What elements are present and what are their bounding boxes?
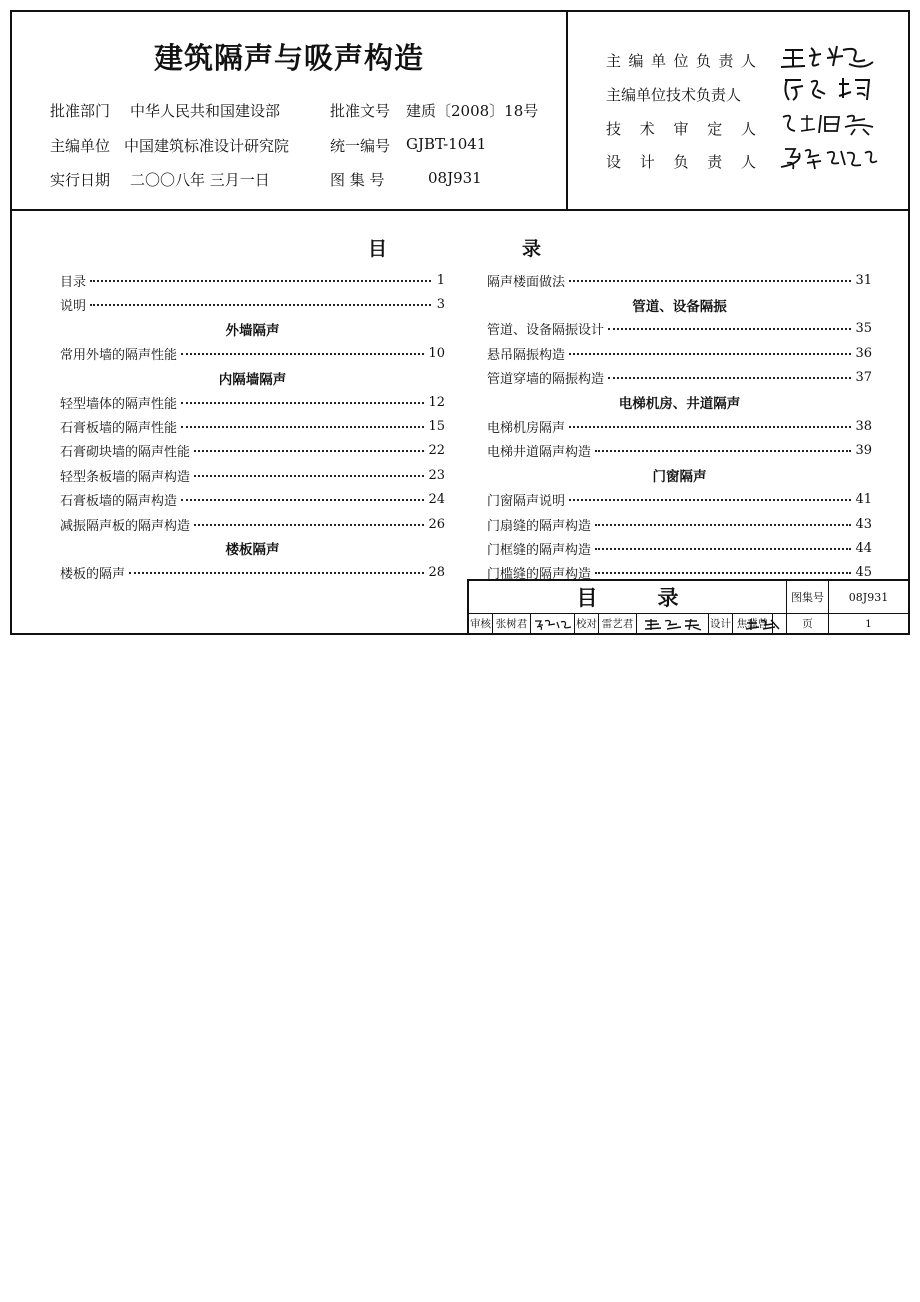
toc-title-right: 录 — [522, 238, 542, 260]
toc-entry-label: 门扇缝的隔声构造 — [487, 518, 592, 534]
info-label: 主编单位 — [50, 137, 111, 155]
info-label: 批准文号 — [330, 102, 391, 120]
toc-entry-page: 44 — [855, 540, 872, 556]
drawing-sheet — [10, 10, 910, 635]
toc-entry[interactable] — [60, 463, 445, 487]
toc-entry[interactable] — [487, 536, 872, 560]
toc-entry-page: 35 — [855, 321, 872, 337]
review-label: 审核 — [469, 614, 493, 633]
info-value: GJBT-1041 — [406, 135, 487, 153]
toc-dot-leader — [595, 449, 851, 452]
toc-entry-label: 管道、设备隔振设计 — [487, 323, 605, 339]
toc-entry-label: 门窗隔声说明 — [487, 494, 566, 510]
signature-image — [773, 42, 883, 72]
title-block-title — [469, 581, 787, 614]
toc-entry[interactable] — [487, 439, 872, 463]
review-name: 张树君 — [493, 614, 531, 633]
toc-entry-page: 41 — [855, 492, 872, 508]
toc-entry[interactable] — [60, 292, 445, 316]
page-label: 页 — [787, 614, 829, 633]
toc-entry-page: 15 — [428, 419, 445, 435]
check-label: 校对 — [575, 614, 599, 633]
info-value: 中华人民共和国建设部 — [130, 102, 281, 120]
toc-section-heading: 管道、设备隔振 — [632, 298, 727, 315]
title-block-title-right: 录 — [657, 586, 679, 610]
toc-dot-leader — [595, 571, 851, 574]
signature-image — [773, 74, 883, 104]
check-signature — [637, 614, 709, 633]
toc-section-heading: 门窗隔声 — [652, 469, 707, 486]
toc-entry-label: 管道穿墙的隔振构造 — [487, 372, 605, 388]
toc-entry-page: 28 — [428, 565, 445, 581]
toc-entry-label: 石膏砌块墙的隔声性能 — [60, 445, 191, 461]
toc-entry[interactable] — [487, 488, 872, 512]
responsible-role: 主编单位技术负责人 — [606, 86, 742, 104]
toc-entry-page: 31 — [855, 272, 872, 288]
responsible-role: 设计负责人 — [606, 153, 756, 171]
toc-entry-page: 10 — [428, 345, 445, 361]
toc-entry[interactable] — [60, 512, 445, 536]
toc-entry-page: 23 — [428, 467, 445, 483]
toc-section-heading: 内隔墙隔声 — [218, 371, 287, 388]
toc-dot-leader — [129, 571, 424, 574]
toc-entry-label: 减振隔声板的隔声构造 — [60, 518, 191, 534]
signature-image — [743, 617, 783, 631]
check-name: 雷艺君 — [599, 614, 637, 633]
toc-entry-label: 石膏板墙的隔声性能 — [60, 421, 178, 437]
toc-entry-label: 轻型墙体的隔声性能 — [60, 396, 178, 412]
toc-dot-leader — [569, 352, 851, 355]
toc-title-left: 目 — [368, 238, 388, 260]
toc-entry[interactable] — [60, 390, 445, 414]
design-label: 设计 — [709, 614, 733, 633]
toc-entry[interactable] — [487, 317, 872, 341]
responsible-role: 主编单位负责人 — [606, 52, 756, 70]
toc-entry[interactable] — [487, 366, 872, 390]
toc-entry-page: 38 — [855, 419, 872, 435]
signature-image — [533, 617, 573, 631]
toc-entry-page: 22 — [428, 443, 445, 459]
design-name: 焦冀曾 — [733, 614, 773, 633]
toc-entry-label: 说明 — [60, 299, 87, 315]
title-block — [467, 579, 908, 633]
info-label: 实行日期 — [50, 171, 111, 189]
toc-dot-leader — [181, 425, 424, 428]
toc-entry-label: 石膏板墙的隔声构造 — [60, 494, 178, 510]
toc-dot-leader — [194, 523, 424, 526]
toc-entry-label: 楼板的隔声 — [60, 567, 126, 583]
toc-entry-page: 3 — [436, 297, 445, 313]
toc-entry[interactable] — [60, 414, 445, 438]
toc-entry-page: 24 — [428, 492, 445, 508]
responsible-role: 技术审定人 — [606, 120, 756, 138]
toc-entry-page: 1 — [436, 272, 445, 288]
page-title: 建筑隔声与吸声构造 — [153, 41, 424, 75]
toc-right-column — [487, 268, 872, 585]
info-value: 中国建筑标准设计研究院 — [124, 137, 290, 155]
toc-entry-page: 36 — [855, 345, 872, 361]
toc-section-heading: 电梯机房、井道隔声 — [618, 396, 741, 413]
toc-entry-label: 门框缝的隔声构造 — [487, 542, 592, 558]
toc-entry-page: 37 — [855, 370, 872, 386]
toc-dot-leader — [569, 498, 851, 501]
header-info-panel — [12, 12, 566, 209]
page-value: 1 — [865, 617, 872, 630]
toc-left-column — [60, 268, 445, 585]
toc-entry[interactable] — [487, 512, 872, 536]
responsibility-panel — [566, 12, 910, 209]
toc-section-heading: 楼板隔声 — [225, 542, 280, 559]
toc-entry-label: 常用外墙的隔声性能 — [60, 347, 178, 363]
toc-entry-label: 目录 — [60, 274, 87, 290]
toc-section-heading: 外墙隔声 — [225, 322, 280, 339]
toc-entry-label: 悬吊隔振构造 — [487, 347, 566, 363]
toc-entry[interactable] — [487, 414, 872, 438]
toc-entry-page: 39 — [855, 443, 872, 459]
toc-entry-page: 26 — [428, 516, 445, 532]
toc-dot-leader — [90, 303, 431, 306]
toc-dot-leader — [181, 352, 424, 355]
toc-entry[interactable] — [487, 268, 872, 292]
info-label: 统一编号 — [330, 137, 391, 155]
toc-entry[interactable] — [60, 561, 445, 585]
info-label: 图 集 号 — [330, 171, 385, 189]
atlas-number-value: 08J931 — [829, 581, 908, 614]
title-block-signoff-row — [469, 614, 908, 633]
toc-dot-leader — [194, 449, 424, 452]
signature-image — [773, 143, 883, 173]
toc-entry-label: 轻型条板墙的隔声构造 — [60, 469, 191, 485]
toc-dot-leader — [194, 474, 424, 477]
design-signature — [739, 614, 787, 633]
toc-entry-page: 43 — [855, 516, 872, 532]
toc-dot-leader — [569, 279, 851, 282]
info-value: 二〇〇八年 三月一日 — [130, 171, 270, 189]
toc-entry-page: 45 — [855, 565, 872, 581]
toc-entry-label: 电梯井道隔声构造 — [487, 445, 592, 461]
toc-entry[interactable] — [487, 341, 872, 365]
toc-entry[interactable] — [60, 488, 445, 512]
toc-dot-leader — [595, 547, 851, 550]
sheet-header — [12, 12, 908, 211]
toc-entry[interactable] — [60, 439, 445, 463]
toc-dot-leader — [181, 401, 424, 404]
info-value: 建质〔2008〕18号 — [406, 102, 539, 120]
review-signature — [531, 614, 575, 633]
toc-entry-label: 电梯机房隔声 — [487, 421, 566, 437]
signature-image — [641, 617, 705, 631]
toc-entry[interactable] — [60, 268, 445, 292]
toc-dot-leader — [608, 376, 851, 379]
toc-dot-leader — [569, 425, 851, 428]
toc-entry-label: 隔声楼面做法 — [487, 274, 566, 290]
info-label: 批准部门 — [50, 102, 111, 120]
toc-entry[interactable] — [60, 341, 445, 365]
toc-dot-leader — [595, 523, 851, 526]
toc-entry-label: 门槛缝的隔声构造 — [487, 567, 592, 583]
atlas-number-label: 图集号 — [787, 581, 829, 614]
toc-dot-leader — [90, 279, 431, 282]
title-block-title-left: 目 — [576, 586, 598, 610]
toc-dot-leader — [181, 498, 424, 501]
toc-entry-page: 12 — [428, 394, 445, 410]
signature-image — [773, 109, 883, 139]
info-value: 08J931 — [428, 169, 482, 187]
toc-dot-leader — [608, 327, 851, 330]
